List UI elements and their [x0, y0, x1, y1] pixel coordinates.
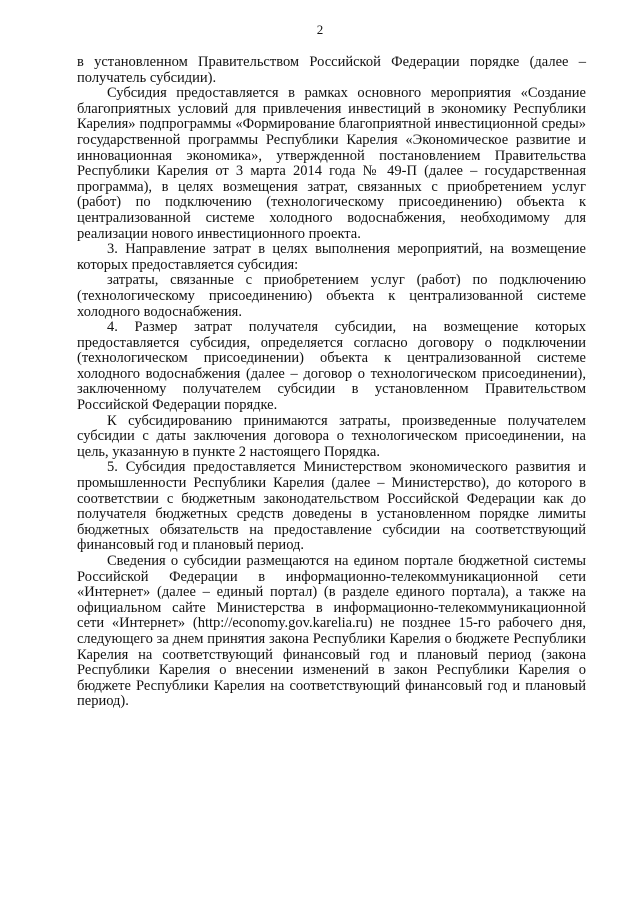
paragraph-item-4: 4. Размер затрат получателя субсидии, на возмещение которых предоставляется субсидия, определяется согласно договору о подключении (технологическом присоединении) объекта к централизованной системе холодного водоснабжения (далее – договор о технологическом присоединении), заключенному получателем субсидии в установленном Правительством Российской Федерации порядке.: [77, 319, 586, 414]
paragraph-item-5: 5. Субсидия предоставляется Министерством экономического развития и промышленности Республики Карелия (далее – Министерство), до которого в соответствии с бюджетным законодательством Российской Федерации как до получателя бюджетных средств доведены в установленном порядке лимиты бюджетных обязательств на предоставление субсидии на соответствующий финансовый год и плановый период.: [77, 459, 586, 554]
paragraph-eligible-costs: К субсидированию принимаются затраты, произведенные получателем субсидии с даты заключения договора о технологическом присоединении, на цель, указанную в пункте 2 настоящего Порядка.: [77, 412, 586, 460]
paragraph-item-3: 3. Направление затрат в целях выполнения мероприятий, на возмещение которых предоставляется субсидия:: [77, 241, 586, 273]
page-number: 2: [316, 22, 324, 37]
paragraph-subsidy-program: Субсидия предоставляется в рамках основного мероприятия «Создание благоприятных условий для привлечения инвестиций в экономику Республики Карелия» подпрограммы «Формирование благоприятной инвестиционной среды» государственной программы Республики Карелия «Экономическое развитие и инновационная экономика», утвержденной постановлением Правительства Республики Карелия от 3 марта 2014 года № 49-П (далее – государственная программа), в целях возмещения затрат, связанных с приобретением услуг (работ) по подключению (технологическому присоединению) объекта к централизованной системе холодного водоснабжения, необходимому для реализации нового инвестиционного проекта.: [77, 85, 586, 242]
paragraph-cost-types: затраты, связанные с приобретением услуг (работ) по подключению (технологическому присоединению) объекта к централизованной системе холодного водоснабжения.: [77, 272, 586, 320]
paragraph-continuation: в установленном Правительством Российской Федерации порядке (далее – получатель субсидии).: [77, 54, 586, 86]
document-body: [77, 55, 586, 710]
paragraph-portal-info: Сведения о субсидии размещаются на едином портале бюджетной системы Российской Федерации в информационно-телекоммуникационной сети «Интернет» (далее – единый портал) (в разделе единого портала), а также на официальном сайте Министерства в информационно-телекоммуникационной сети «Интернет» (http://economy.gov.karelia.ru) не позднее 15-го рабочего дня, следующего за днем принятия закона Республики Карелия о бюджете Республики Карелия на соответствующий финансовый год и плановый период (закона Республики Карелия о внесении изменений в закон Республики Карелия о бюджете Республики Карелия на соответствующий финансовый год и плановый период).: [77, 553, 586, 710]
